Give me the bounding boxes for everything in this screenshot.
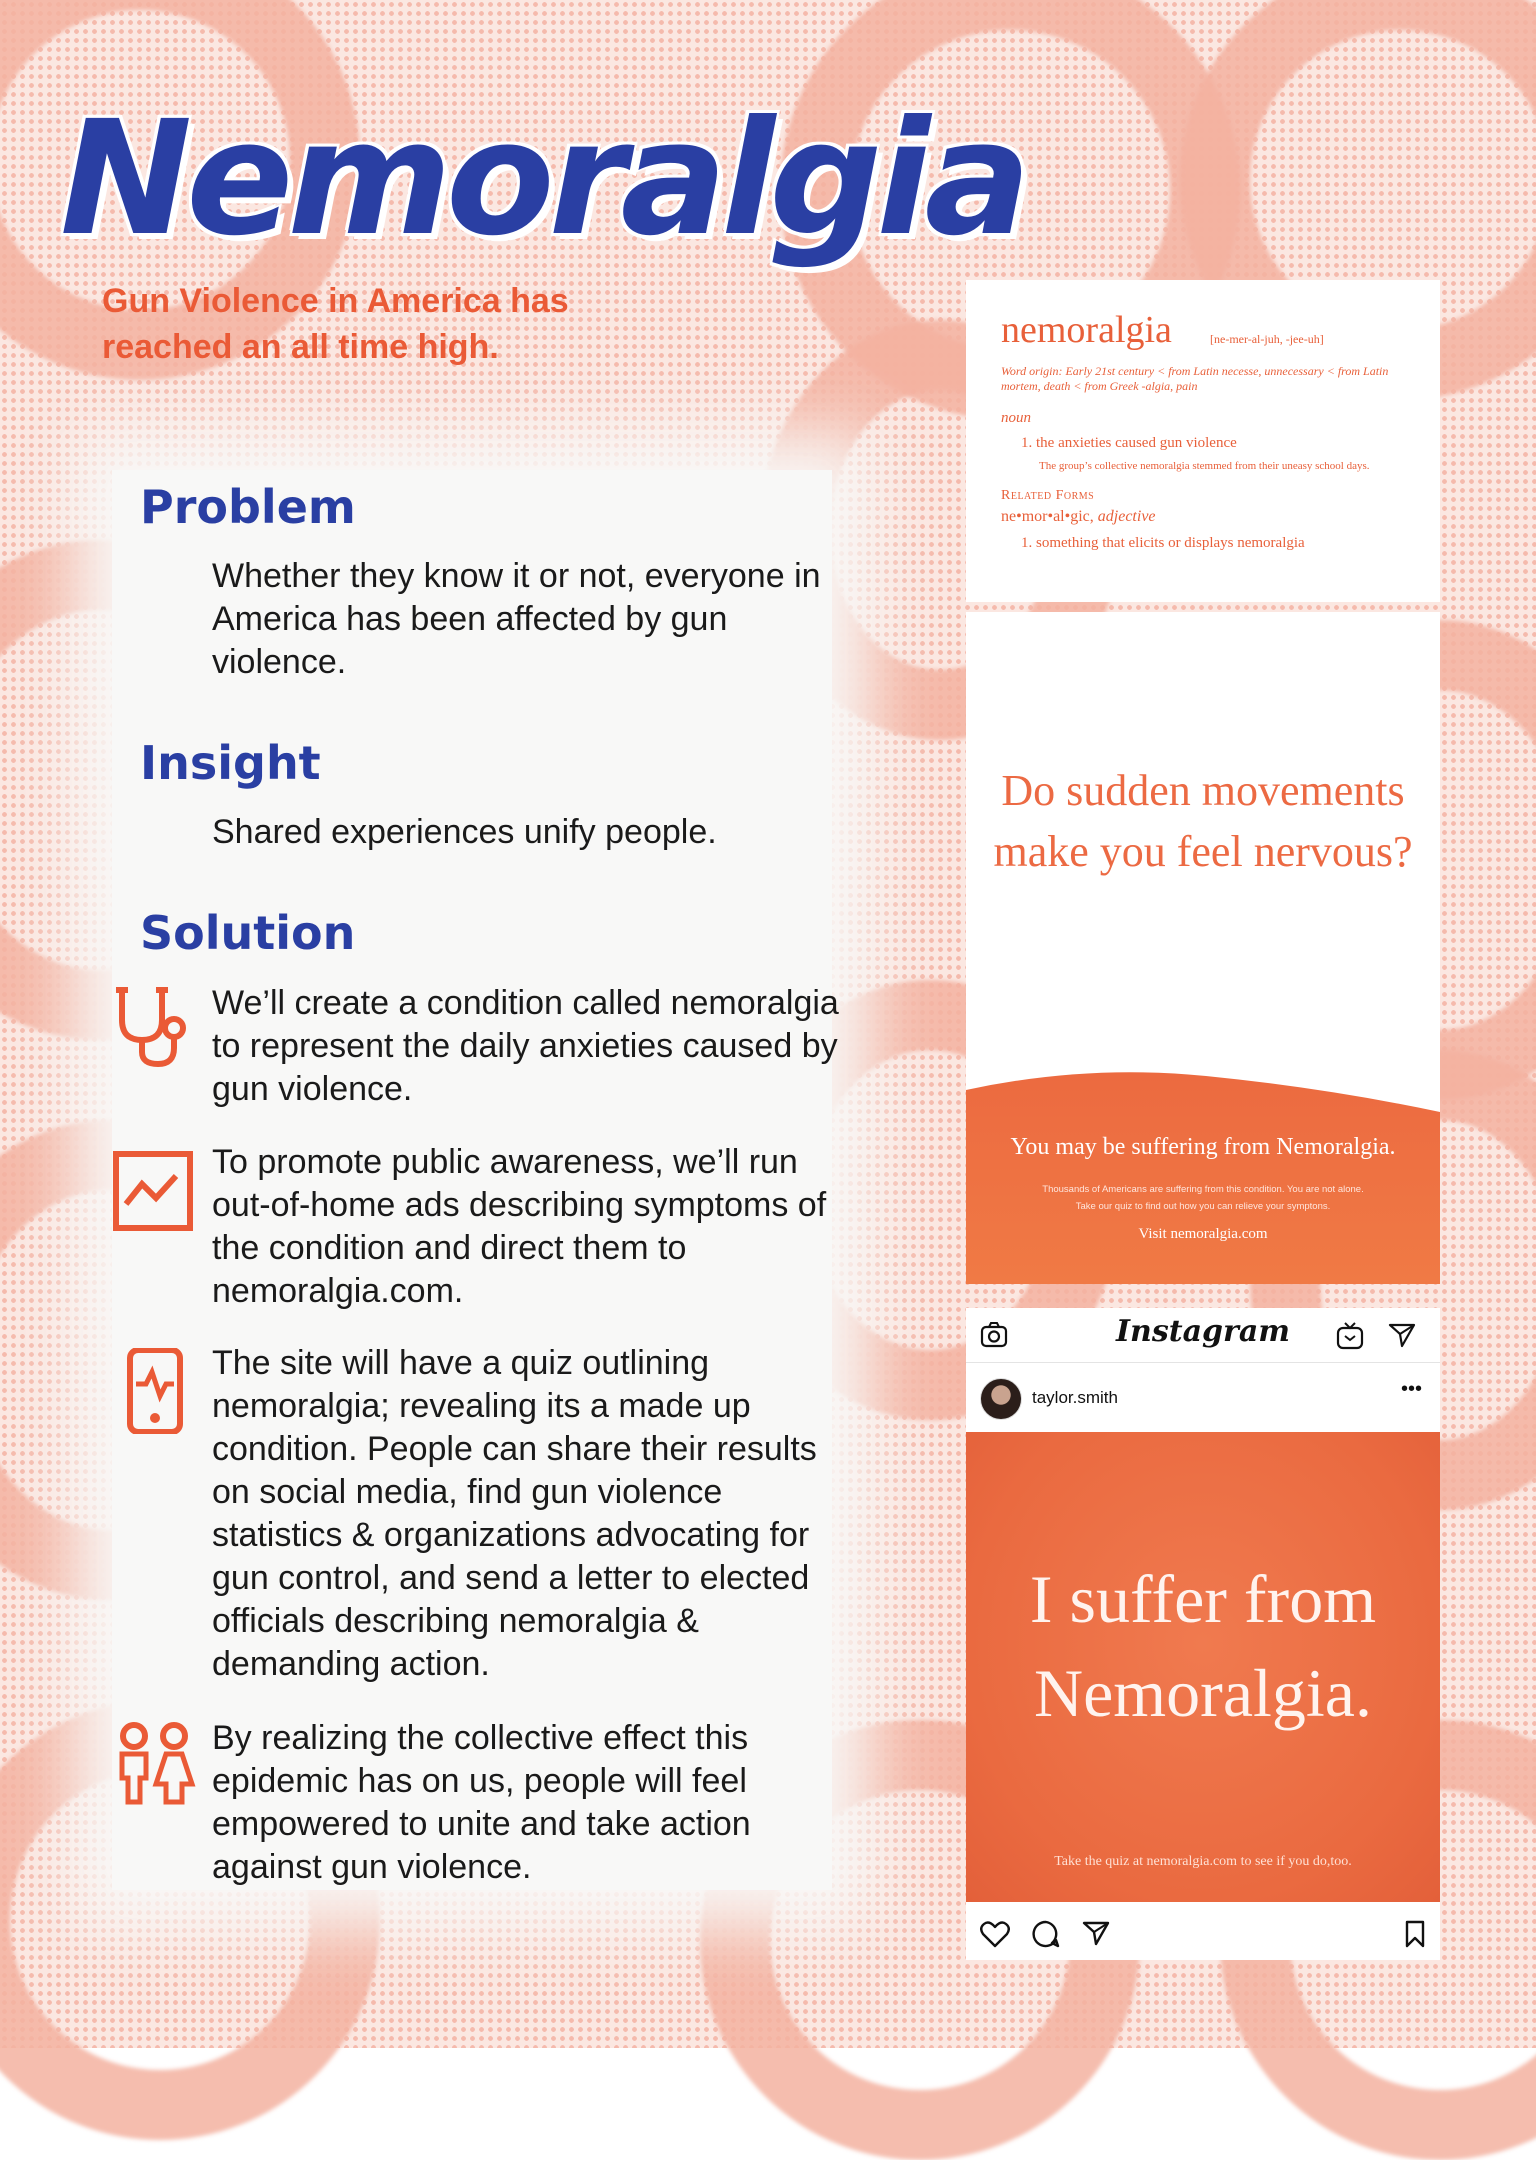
insight-text: Shared experiences unify people.: [212, 813, 717, 851]
subtitle: Gun Violence in America has reached an all time high.: [102, 282, 569, 366]
dictionary-related-form: [1001, 508, 1156, 526]
dictionary-definition: 1. the anxieties caused gun violence: [1021, 435, 1237, 451]
share-icon[interactable]: [1082, 1920, 1110, 1946]
solution-item-text: We’ll create a condition called nemoralgia to represent the daily anxieties caused by gun violence.: [212, 984, 839, 1108]
ooh-ad: [966, 612, 1440, 1284]
solution-heading: Solution: [140, 906, 356, 960]
solution-item-text: By realizing the collective effect this epidemic has on us, people will feel empowered to unite and take action against gun violence.: [212, 1719, 751, 1886]
ad-body-line: Thousands of Americans are suffering from this condition. You are not alone.: [1042, 1184, 1364, 1195]
people-icon: [112, 1720, 198, 1806]
solution-item-text: To promote public awareness, we’ll run out-of-home ads describing symptoms of the condition and direct them to nemoralgia.com.: [212, 1143, 827, 1310]
dictionary-part-of-speech: noun: [1001, 410, 1031, 426]
line-graph-icon: [112, 1148, 198, 1234]
instagram-post: [966, 1308, 1440, 1960]
problem-heading: Problem: [140, 480, 356, 534]
related-form-pos: adjective: [1097, 508, 1156, 525]
page-title: Nemoralgia: [60, 87, 1026, 271]
related-form-word: ne•mor•al•gic,: [1001, 508, 1094, 525]
direct-message-icon[interactable]: [1388, 1322, 1416, 1348]
ad-headline: You may be suffering from Nemoralgia.: [1010, 1134, 1396, 1160]
ad-orange-band: [966, 1070, 1440, 1284]
dictionary-related-definition: 1. something that elicits or displays nemoralgia: [1021, 535, 1305, 551]
dictionary-example: The group’s collective nemoralgia stemmed from their uneasy school days.: [1039, 460, 1370, 472]
ad-body-line: Take our quiz to find out how you can relieve your symptons.: [1075, 1201, 1331, 1212]
post-cta: Take the quiz at nemoralgia.com to see if you do,too.: [1054, 1854, 1352, 1869]
dictionary-pronunciation: [ne-mer-al-juh, -jee-uh]: [1210, 332, 1324, 346]
more-options-icon[interactable]: •••: [1401, 1378, 1423, 1400]
comment-icon[interactable]: [1032, 1920, 1060, 1948]
like-heart-icon[interactable]: [980, 1920, 1010, 1948]
dictionary-related-label: Related Forms: [1001, 488, 1095, 503]
stethoscope-icon: [112, 982, 198, 1068]
phone-heartbeat-icon: [112, 1348, 198, 1434]
avatar[interactable]: [980, 1378, 1022, 1420]
instagram-logo: Instagram: [1116, 1314, 1290, 1349]
dictionary-origin: Word origin: Early 21st century < from Latin necesse, unnecessary < from Latin mortem, death < from Greek -algia, pain: [1001, 364, 1389, 393]
bookmark-icon[interactable]: [1404, 1920, 1426, 1948]
post-headline: I suffer from Nemoralgia.: [1029, 1561, 1377, 1731]
dictionary-card: [966, 280, 1440, 602]
dictionary-word: nemoralgia: [1001, 309, 1172, 351]
insight-heading: Insight: [140, 736, 321, 790]
ad-question: Do sudden movements make you feel nervous?: [993, 766, 1413, 876]
instagram-username[interactable]: taylor.smith: [1032, 1388, 1118, 1407]
problem-text: Whether they know it or not, everyone in America has been affected by gun violence.: [212, 557, 821, 681]
igtv-icon[interactable]: [1336, 1322, 1364, 1350]
solution-item-text: The site will have a quiz outlining nemoralgia; revealing its a made up condition. People can share their results on social media, find gun violence statistics & organizations advocating for gun control, and send a letter to elected officials describing nemoralgia & demanding action.: [212, 1344, 817, 1683]
ad-visit-link: Visit nemoralgia.com: [1138, 1226, 1268, 1242]
instagram-top-bar: [966, 1308, 1440, 1363]
instagram-post-image: [966, 1432, 1440, 1902]
